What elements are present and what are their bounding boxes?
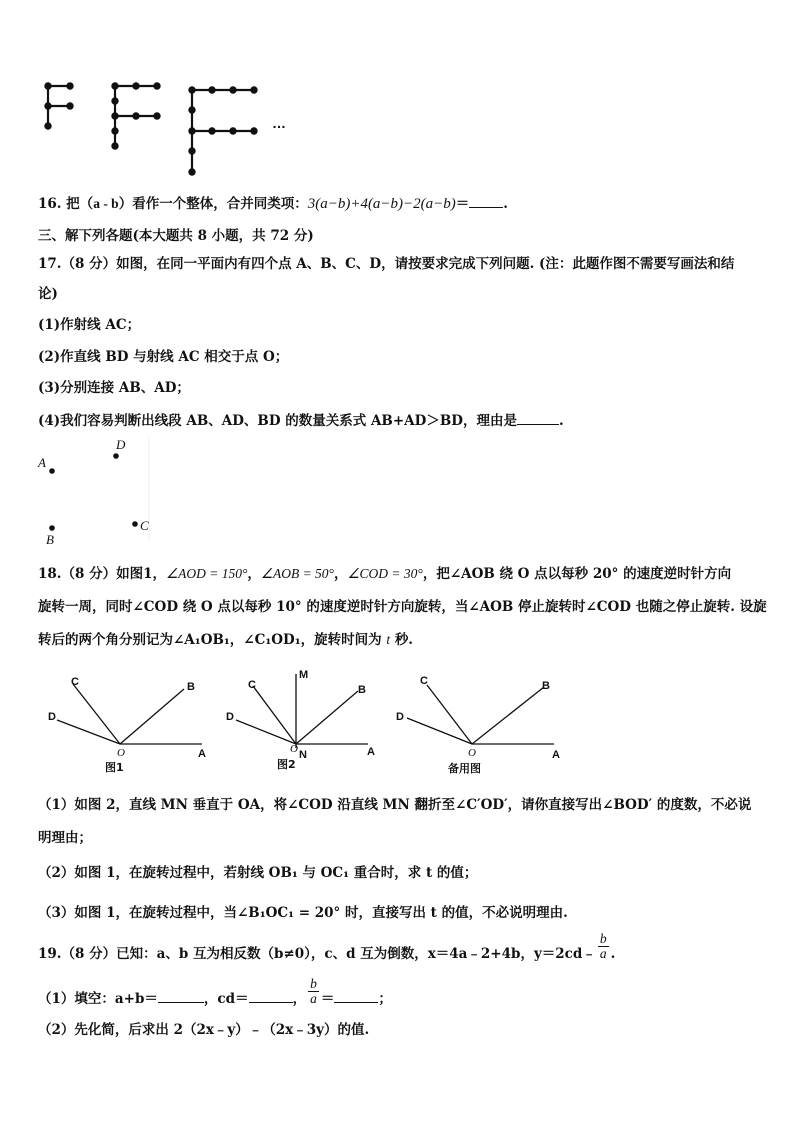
fig3-label-C: C — [420, 675, 428, 687]
fig2-caption: 图2 — [277, 758, 296, 771]
point-C — [132, 521, 138, 527]
point-B — [49, 525, 55, 531]
question-18-line3: 转后的两个角分别记为∠A₁OB₁，∠C₁OD₁，旋转时间为 t 秒. — [38, 632, 414, 648]
question-19-line1: 19.（8 分）已知：a、b 互为相反数（b≠0），c、d 互为倒数，x＝4a﹣2+4b，y＝2cd﹣ $\frac{b}{a}$ . — [38, 931, 616, 962]
answer-blank-product[interactable] — [249, 990, 293, 1003]
question-19-sub1: （1）填空：a+b＝ ，cd＝ ， $\frac{b}{a}$ ＝ ； — [38, 976, 392, 1007]
question-18-line2: 旋转一周，同时∠COD 绕 O 点以每秒 10° 的速度逆时针方向旋转，当∠AOB 停止旋转时∠COD 也随之停止旋转. 设旋 — [38, 599, 767, 615]
question-18-sub3: （3）如图 1，在旋转过程中，当∠B₁OC₁ = 20° 时，直接写出 t 的值，不必说明理由. — [38, 905, 568, 921]
fig2-label-C: C — [248, 679, 256, 691]
fig2-label-D: D — [226, 711, 234, 723]
fig2-label-A: A — [367, 746, 375, 758]
fig1-caption: 图1 — [105, 761, 124, 774]
matchstick-pattern-figure — [40, 80, 300, 180]
fig1-label-C: C — [71, 676, 79, 688]
question-18-sub1-line1: （1）如图 2，直线 MN 垂直于 OA，将∠COD 沿直线 MN 翻折至∠C′OD′，请你直接写出∠BOD′ 的度数，不必说 — [38, 797, 752, 813]
point-D — [113, 453, 119, 459]
question-17-line1: 17.（8 分）如图，在同一平面内有四个点 A、B、C、D，请按要求完成下列问题. (注：此题作图不需要写画法和结 — [38, 256, 735, 272]
answer-blank-sum[interactable] — [158, 990, 204, 1003]
answer-blank[interactable] — [517, 412, 559, 425]
fig1-label-O: O — [117, 747, 125, 759]
fig1-label-A: A — [198, 748, 206, 760]
fig2-label-M: M — [299, 669, 309, 681]
fig2-label-B: B — [358, 684, 366, 696]
question-17-item4: (4)我们容易判断出线段 AB、AD、BD 的数量关系式 AB+AD＞BD，理由是 . — [38, 413, 564, 429]
question-16: 16. 把（a - b）看作一个整体，合并同类项：3(a−b)+4(a−b)−2(a−b)＝ . — [38, 196, 508, 212]
fig3-caption: 备用图 — [448, 762, 481, 775]
q17-points-figure — [34, 436, 154, 548]
question-17-item2: (2)作直线 BD 与射线 AC 相交于点 O； — [38, 349, 289, 365]
fraction-b-over-a: $\frac{b}{a}$ — [310, 976, 317, 1006]
question-19-sub2: （2）先化简，后求出 2（2x﹣y）﹣（2x﹣3y）的值. — [38, 1022, 370, 1038]
question-18-line1: 18.（8 分）如图1，∠AOD = 150°，∠AOB = 50°，∠COD = 30°，把∠AOB 绕 O 点以每秒 20° 的速度逆时针方向 — [38, 566, 732, 582]
fraction-b-over-a: $\frac{b}{a}$ — [599, 931, 607, 961]
fig3-label-D: D — [396, 711, 404, 723]
question-18-sub2: （2）如图 1，在旋转过程中，若射线 OB₁ 与 OC₁ 重合时，求 t 的值； — [38, 865, 478, 881]
label-B: B — [46, 532, 54, 547]
q18-angle-figures — [40, 664, 580, 782]
ellipsis: … — [272, 115, 286, 131]
answer-blank-ratio[interactable] — [334, 990, 378, 1003]
question-17-line2: 论) — [38, 286, 58, 302]
fig3-label-O: O — [468, 747, 476, 759]
label-A: A — [38, 455, 46, 470]
fig1-label-D: D — [48, 711, 56, 723]
fig3-label-B: B — [542, 680, 550, 692]
label-C: C — [140, 518, 149, 533]
question-18-sub1-line2: 明理由； — [38, 830, 92, 846]
question-17-item3: (3)分别连接 AB、AD； — [38, 380, 190, 396]
fig1-label-B: B — [187, 681, 195, 693]
fig2-label-N: N — [299, 749, 307, 761]
label-D: D — [116, 437, 126, 452]
fig2-label-O: O — [290, 743, 298, 755]
point-A — [49, 468, 55, 474]
question-17-item1: (1)作射线 AC； — [38, 317, 141, 333]
section-heading: 三、解下列各题(本大题共 8 小题，共 72 分) — [38, 228, 314, 244]
answer-blank[interactable] — [469, 195, 503, 208]
fig3-label-A: A — [552, 749, 560, 761]
